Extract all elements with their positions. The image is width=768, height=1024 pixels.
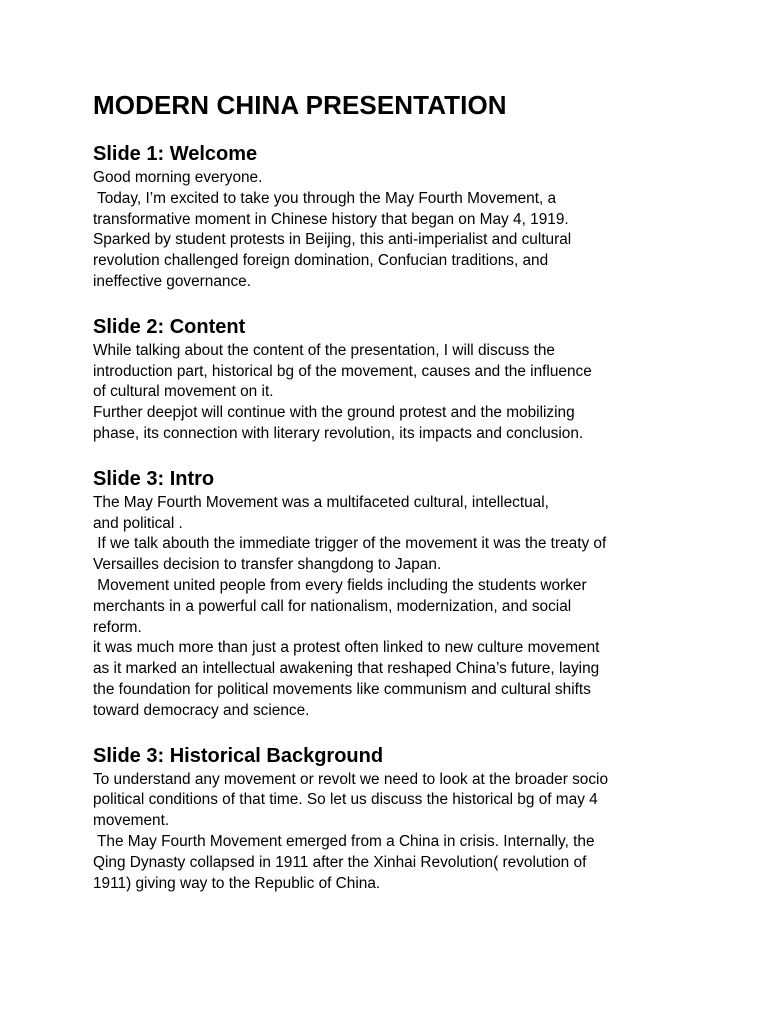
body-text-line: reform. <box>93 618 142 636</box>
body-text-line: Good morning everyone. <box>93 169 263 186</box>
sections-container <box>93 142 693 894</box>
body-text-line: Further deepjot will continue with the ground protest and the mobilizing <box>93 404 575 422</box>
body-text-line: The May Fourth Movement emerged from a China in crisis. Internally, the <box>93 832 595 850</box>
body-text-line: toward democracy and science. <box>93 701 310 719</box>
section-heading: Slide 2: Content <box>93 315 246 338</box>
section-slide-2 <box>93 315 693 445</box>
body-text-line: and political . <box>93 514 183 532</box>
body-text-line: 1911) giving way to the Republic of China. <box>93 874 381 892</box>
body-text-line: If we talk abouth the immediate trigger of the movement it was the treaty of <box>93 535 607 553</box>
body-text-line: The May Fourth Movement was a multifaceted cultural, intellectual, <box>93 493 549 511</box>
body-text-line: Movement united people from every fields including the students worker <box>93 576 587 594</box>
section-heading: Slide 1: Welcome <box>93 143 258 165</box>
section-heading: Slide 3: Intro <box>93 467 215 490</box>
body-text-line: revolution challenged foreign domination, Confucian traditions, and <box>93 252 549 270</box>
body-text-line: it was much more than just a protest often linked to new culture movement <box>93 639 600 657</box>
body-text-line: political conditions of that time. So let us discuss the historical bg of may 4 <box>93 791 598 809</box>
body-text-line: movement. <box>93 812 170 830</box>
section-heading: Slide 3: Historical Background <box>93 744 384 767</box>
section-slide-3 <box>93 467 693 722</box>
body-text-line: phase, its connection with literary revolution, its impacts and conclusion. <box>93 424 584 442</box>
body-text-line: merchants in a powerful call for nationalism, modernization, and social <box>93 597 572 615</box>
body-text-line: Qing Dynasty collapsed in 1911 after the Xinhai Revolution( revolution of <box>93 853 587 871</box>
body-text-line: ineffective governance. <box>93 272 252 290</box>
section-slide-4 <box>93 744 693 895</box>
body-text-line: as it marked an intellectual awakening that reshaped China’s future, laying <box>93 660 600 678</box>
section-slide-1 <box>93 142 693 293</box>
body-text-line: Today, I’m excited to take you through the May Fourth Movement, a <box>93 189 557 207</box>
body-text-line: Sparked by student protests in Beijing, this anti-imperialist and cultural <box>93 231 572 249</box>
document-title: MODERN CHINA PRESENTATION <box>93 90 507 120</box>
body-text-line: To understand any movement or revolt we need to look at the broader socio <box>93 770 609 788</box>
body-text-line: transformative moment in Chinese history that began on May 4, 1919. <box>93 210 569 228</box>
body-text-line: of cultural movement on it. <box>93 383 274 401</box>
body-text-line: the foundation for political movements like communism and cultural shifts <box>93 680 591 698</box>
document-page <box>93 88 693 916</box>
body-text-line: introduction part, historical bg of the movement, causes and the influence <box>93 362 592 380</box>
body-text-line: Versailles decision to transfer shangdong to Japan. <box>93 556 442 574</box>
body-text-line: While talking about the content of the presentation, I will discuss the <box>93 341 555 359</box>
